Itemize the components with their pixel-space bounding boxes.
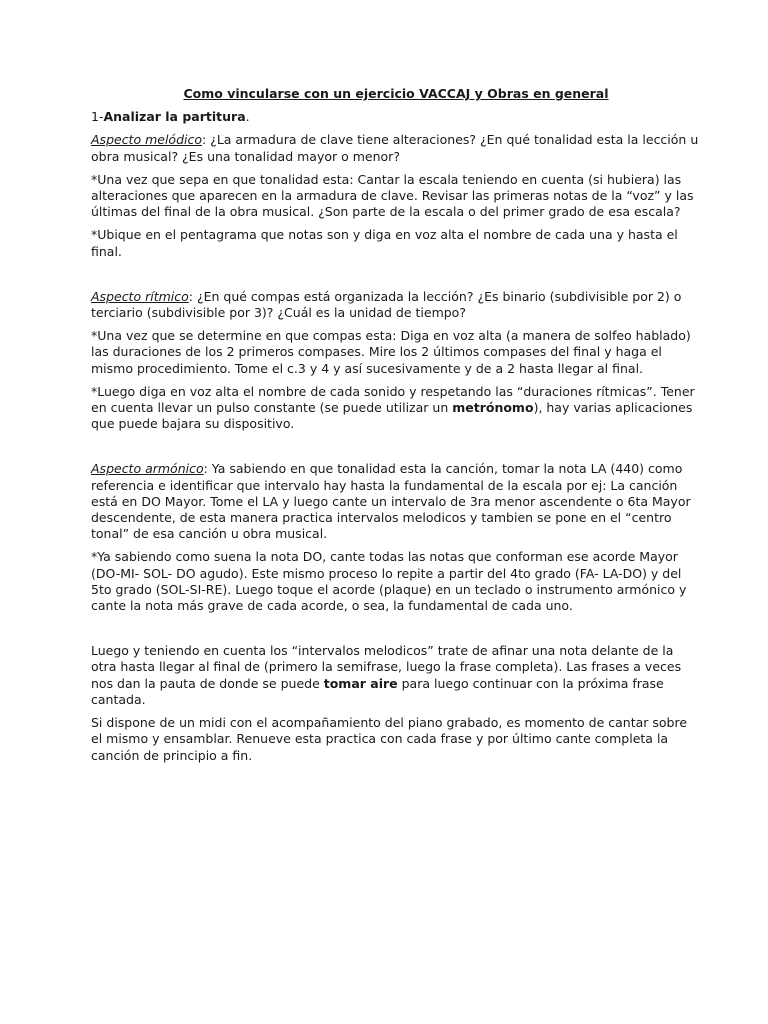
rhythmic-p3-text-start: *Luego diga en voz alta el nombre de cada sonido y respetando las “duraciones rítmicas”. Tener en cuenta llevar un pulso constante (se puede utilizar un [91,383,695,416]
breath-term: tomar aire [323,675,398,691]
rhythmic-paragraph-1 [91,289,701,321]
harmonic-text: : Ya sabiendo en que tonalidad esta la canción, tomar la nota LA (440) como referencia e identificar que intervalo hay hasta la fundamental de la escala por ej: La canción está en DO Mayor. Tome el LA y luego cante un intervalo de 3ra menor ascendente o 6ta Mayor descendente, de esta manera practica intervalos melodicos y tambien se pone en el “centro tonal” de esa canción u obra musical. [91,461,691,542]
rhythmic-paragraph-3 [91,384,701,433]
step-1-heading [91,109,701,125]
final-p1-text-end: para luego continuar con la próxima frase cantada. [91,675,664,707]
melodic-paragraph-1 [91,132,701,164]
document-title: Como vincularse con un ejercicio VACCAJ y Obras en general [183,86,609,101]
document-body [91,86,701,771]
section-spacer [91,621,701,643]
step-1-suffix: . [245,109,250,125]
final-paragraph-2: Si dispone de un midi con el acompañamiento del piano grabado, es momento de cantar sobre el mismo y ensamblar. Renueve esta practica con cada frase y por último cante completa la canción de principio a fin. [91,715,688,763]
melodic-question-text: : ¿La armadura de clave tiene alteraciones? ¿En qué tonalidad esta la lección u obra musical? ¿Es una tonalidad mayor o menor? [91,132,699,164]
step-1-label: Analizar la partitura [103,109,246,125]
step-1-number: 1- [91,109,104,125]
harmonic-aspect-label: Aspecto armónico [91,461,204,477]
melodic-paragraph-2: *Una vez que sepa en que tonalidad esta: Cantar la escala teniendo en cuenta (si hubiera) las alteraciones que aparecen en la armadura de clave. Revisar las primeras notas de la “voz” y las últimas del final de la obra musical. ¿Son parte de la escala o del primer grado de esa escala? [91,171,694,220]
section-spacer [91,267,701,289]
rhythmic-question-text: : ¿En qué compas está organizada la lección? ¿Es binario (subdivisible por 2) o terciario (subdivisible por 3)? ¿Cuál es la unidad de tiempo? [91,288,682,321]
metronome-term: metrónomo [452,400,534,416]
rhythmic-paragraph-2: *Una vez que se determine en que compas esta: Diga en voz alta (a manera de solfeo hablado) las duraciones de los 2 primeros compases. Mire los 2 últimos compases del final y haga el mismo procedimiento. Tome el c.3 y 4 y así sucesivamente y de a 2 hasta llegar al final. [91,328,691,376]
melodic-paragraph-3: *Ubique en el pentagrama que notas son y diga en voz alta el nombre de cada una y hasta el final. [91,227,678,259]
harmonic-paragraph-1 [91,461,701,542]
final-p1-text-start: Luego y teniendo en cuenta los “intervalos melodicos” trate de afinar una nota delante de la otra hasta llegar al final de (primero la semifrase, luego la frase completa). Las frases a veces nos dan la pauta de donde se puede [91,643,682,691]
section-spacer [91,439,701,461]
melodic-aspect-label: Aspecto melódico [91,132,202,148]
final-paragraph-1 [91,643,701,708]
harmonic-paragraph-2: *Ya sabiendo como suena la nota DO, cante todas las notas que conforman ese acorde Mayor (DO-MI- SOL- DO agudo). Este mismo proceso lo repite a partir del 4to grado (FA- LA-DO) y del 5to grado (SOL-SI-RE). Luego toque el acorde (plaque) en un teclado o instrumento armónico y cante la nota más grave de cada acorde, o sea, la fundamental de cada uno. [91,549,687,614]
rhythmic-p3-text-end: ), hay varias aplicaciones que puede bajara su dispositivo. [91,400,693,432]
rhythmic-aspect-label: Aspecto rítmico [91,288,189,304]
